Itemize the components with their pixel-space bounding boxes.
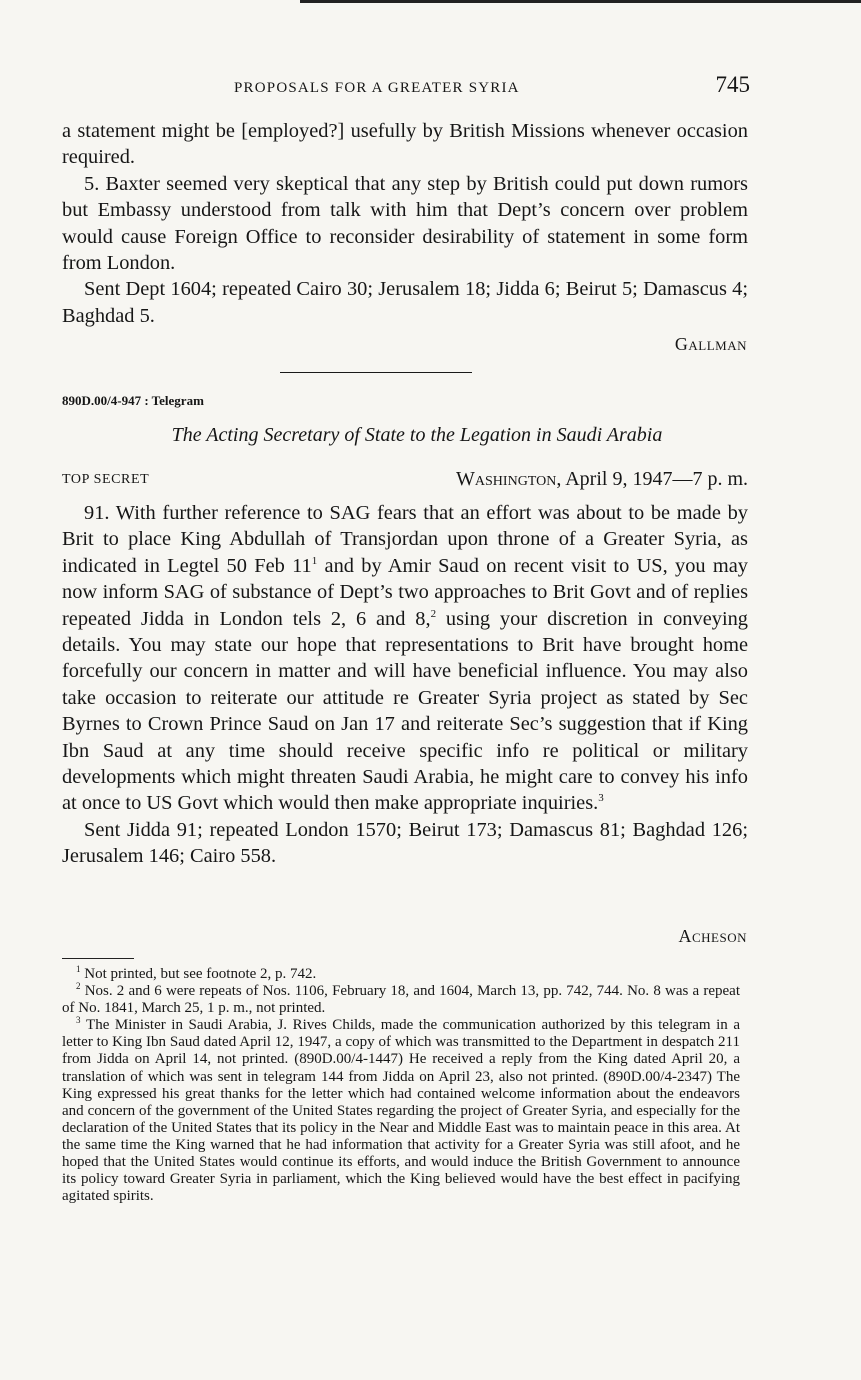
footnote-ref-1[interactable]: 1 [311, 555, 318, 568]
footnote-number: 1 [76, 964, 81, 974]
section-divider [280, 372, 472, 373]
running-head [62, 72, 750, 98]
footnote-number: 2 [76, 981, 81, 992]
footnote-ref-3[interactable]: 3 [598, 792, 604, 805]
footnote-number: 3 [76, 1015, 81, 1026]
signature-acheson: Acheson [678, 926, 747, 946]
footnote-text: Not printed, but see footnote 2, p. 742. [84, 966, 317, 982]
dateline-place: Washington [456, 468, 557, 490]
footnote-ref-2[interactable]: 2 [430, 607, 437, 620]
body-part-2: and by Amir Saud on recent visit to US, you may now inform SAG of substance of Dept’s two approaches to Brit Govt and of replies repeated Jidda in London tels 2, 6 and 8, [62, 554, 749, 630]
file-reference: 890D.00/4-947 : Telegram [62, 393, 204, 408]
footnote-3 [62, 1017, 740, 1205]
footnotes [62, 966, 740, 1205]
paragraph-91 [62, 500, 748, 817]
footnote-text: Nos. 2 and 6 were repeats of Nos. 1106, February 18, and 1604, March 13, pp. 742, 744. No. 8 was a repeat of No. 1841, March 25, 1 p. m., not printed. [62, 983, 741, 1017]
sent-line-previous: Sent Dept 1604; repeated Cairo 30; Jerusalem 18; Jidda 6; Beirut 5; Damascus 4; Baghdad 5. [62, 278, 748, 327]
signature-gallman: Gallman [674, 334, 747, 354]
classification-label: TOP SECRET [62, 472, 150, 487]
sent-line: Sent Jidda 91; repeated London 1570; Beirut 173; Damascus 81; Baghdad 126; Jerusalem 146; Cairo 558. [62, 818, 748, 868]
previous-document-text [62, 118, 748, 329]
dateline-date: , April 9, 1947—7 p. m. [556, 468, 748, 490]
footnote-2 [62, 983, 740, 1017]
paragraph-5: 5. Baxter seemed very skeptical that any step by British could put down rumors but Embassy understood from talk with him that Dept’s concern over problem would cause Foreign Office to reconsider desirability of statement in some form from London. [62, 172, 748, 275]
body-part-3: using your discretion in conveying details. You may state our hope that representations to Brit have brought home forcefully our concern in matter and will have beneficial influence. You may also take occasion to reiterate our attitude re Greater Syria project as stated by Sec Byrnes to Crown Prince Saud on Jan 17 and reiterate Sec’s suggestion that if King Ibn Saud at any time should receive specific info re political or military developments which might threaten Saudi Arabia, he might care to convey his info at once to US Govt which would then make appropriate inquiries. [62, 607, 749, 815]
telegram-body [62, 500, 748, 870]
page-number: 745 [715, 72, 750, 97]
footnote-rule [62, 958, 134, 959]
continued-paragraph: a statement might be [employed?] usefully by British Missions whenever occasion required. [62, 120, 748, 169]
document-title: The Acting Secretary of State to the Legation in Saudi Arabia [171, 424, 663, 446]
dateline [456, 468, 748, 491]
running-title: PROPOSALS FOR A GREATER SYRIA [234, 80, 520, 96]
body-part-1: 91. With further reference to SAG fears that an effort was about to be made by Brit to place King Abdullah of Transjordan upon throne of a Greater Syria, as indicated in Legtel 50 Feb 11 [62, 502, 748, 577]
scan-edge-mark [300, 0, 861, 3]
footnote-text: The Minister in Saudi Arabia, J. Rives Childs, made the communication authorized by this telegram in a letter to King Ibn Saud dated April 12, 1947, a copy of which was transmitted to the Department in despatch 211 from Jidda on April 14, not printed. (890D.00/4-1447) He received a reply from the King dated April 20, a translation of which was sent in telegram 144 from Jidda on April 23, also not printed. (890D.00/4-2347) The King expressed his great thanks for the letter which had contained welcome information about the endeavors and concern of the government of the United States regarding the project of Greater Syria, and especially for the declaration of the United States that its policy in the Near and Middle East was to maintain peace in this area. At the same time the King warned that he had information that activity for a Greater Syria was still afoot, and he hoped that the United States would continue its efforts, and would induce the British Government to announce its policy toward Greater Syria in parliament, which the King believed would have the best effect in pacifying agitated spirits. [62, 1017, 740, 1205]
footnote-1 [62, 966, 740, 983]
